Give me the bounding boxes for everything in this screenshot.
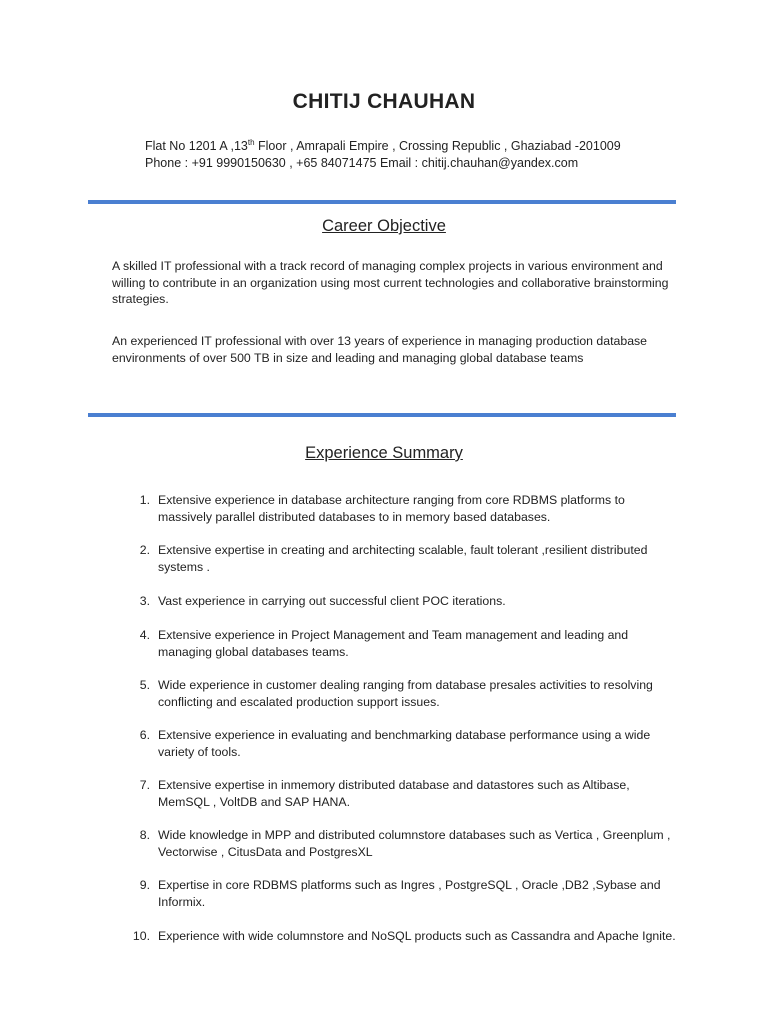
phone-email-line: Phone : +91 9990150630 , +65 84071475 Email : chitij.chauhan@yandex.com [145, 156, 579, 170]
item-text: Wide knowledge in MPP and distributed columnstore databases such as Vertica , Greenplum , Vectorwise , CitusData and PostgresXL [158, 828, 671, 859]
career-objective-heading: Career Objective [322, 217, 446, 235]
address-ordinal: th [247, 138, 255, 147]
item-number: 4. [139, 628, 150, 642]
item-number: 6. [139, 728, 150, 742]
item-number: 10. [132, 929, 150, 943]
item-number: 8. [139, 828, 150, 842]
item-text: Extensive experience in Project Management and Team management and leading and managing global databases teams. [158, 628, 629, 659]
address-end: Floor , Amrapali Empire , Crossing Republic , Ghaziabad -201009 [254, 139, 621, 154]
item-text: Wide experience in customer dealing ranging from database presales activities to resolving conflicting and escalated production support issues. [158, 678, 653, 709]
item-text: Extensive experience in database architecture ranging from core RDBMS platforms to massively parallel distributed databases to in memory based databases. [158, 493, 625, 524]
candidate-name: CHITIJ CHAUHAN [292, 90, 476, 113]
item-text: Extensive expertise in creating and architecting scalable, fault tolerant ,resilient distributed systems . [158, 543, 648, 574]
objective-paragraph: An experienced IT professional with over 13 years of experience in managing production database environments of over 500 TB in size and leading and managing global database teams [112, 334, 648, 365]
item-number: 1. [139, 493, 150, 507]
address-start: Flat No 1201 A ,13 [145, 139, 248, 154]
objective-paragraph: A skilled IT professional with a track record of managing complex projects in various environment and willing to contribute in an organization using most current technologies and collaborative brainstorming strategies. [112, 259, 669, 306]
item-number: 9. [139, 878, 150, 892]
section-divider [88, 200, 676, 204]
experience-summary-heading: Experience Summary [305, 444, 463, 462]
item-text: Experience with wide columnstore and NoSQL products such as Cassandra and Apache Ignite. [158, 929, 676, 943]
item-text: Extensive experience in evaluating and benchmarking database performance using a wide variety of tools. [158, 728, 651, 759]
item-number: 5. [139, 678, 150, 692]
section-divider [88, 413, 676, 417]
item-number: 7. [139, 778, 150, 792]
item-text: Expertise in core RDBMS platforms such as Ingres , PostgreSQL , Oracle ,DB2 ,Sybase and Informix. [158, 878, 661, 909]
item-number: 3. [139, 594, 150, 608]
item-text: Vast experience in carrying out successful client POC iterations. [158, 594, 506, 608]
address-line [145, 138, 621, 153]
item-text: Extensive expertise in inmemory distributed database and datastores such as Altibase, MemSQL , VoltDB and SAP HANA. [158, 778, 630, 809]
item-number: 2. [139, 543, 150, 557]
